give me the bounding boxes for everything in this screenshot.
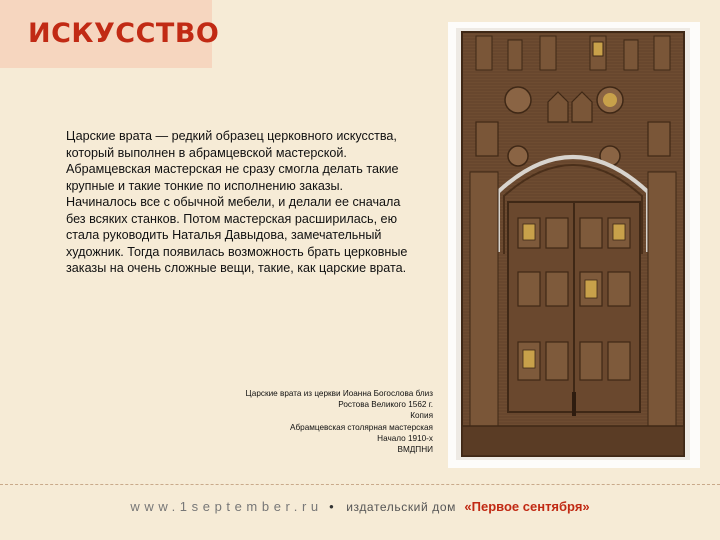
caption-line: Абрамцевская столярная мастерская [290,422,433,432]
footer-publisher: издательский дом [346,500,456,514]
footer-url[interactable]: www.1september.ru [130,499,323,514]
caption-line: Ростова Великого 1562 г. [338,400,433,410]
royal-doors-photo [448,22,700,468]
paragraph-2: Абрамцевская мастерская не сразу смогла делать такие крупные и такие тонкие по исполнению заказы. Начиналось все с обычной мебели, и делали ее сначала без всяких станков. Потом мастерская расширилась, ею стала руководить Наталья Давыдова, замечательный художник. Тогда появилась возможность брать церковные заказы на очень сложные вещи, такие, как царские врата. [66,162,408,275]
image-caption [188,388,433,455]
caption-line: Копия [410,411,433,421]
caption-line: Начало 1910-х [377,433,433,443]
footer [0,498,720,516]
body-text [66,128,411,277]
royal-doors-photo-frame [448,22,700,468]
footer-brand: «Первое сентября» [464,499,590,514]
footer-separator: • [329,499,334,514]
caption-line: ВМДПНИ [397,445,433,455]
title-box [0,0,220,68]
footer-divider [0,484,720,485]
caption-line: Царские врата из церкви Иоанна Богослова близ [245,389,433,398]
paragraph-1: Царские врата — редкий образец церковного искусства, который выполнен в абрамцевской мастерской. [66,129,397,160]
page-title: ИСКУССТВО [28,18,220,49]
